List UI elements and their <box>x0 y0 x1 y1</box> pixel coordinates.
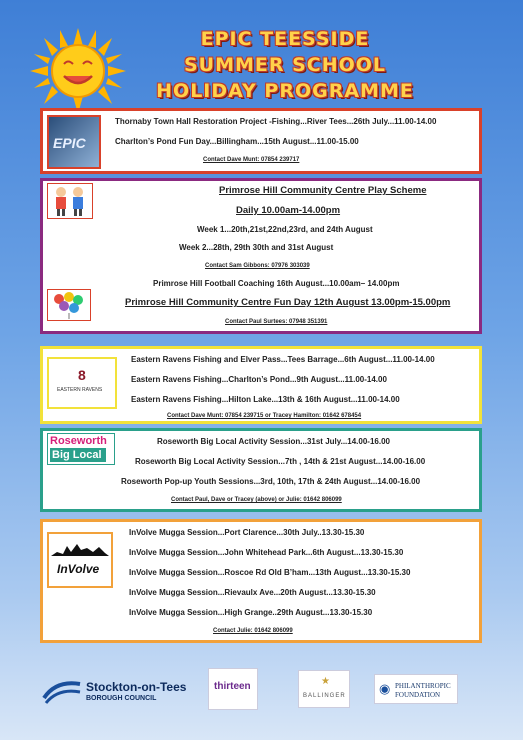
page-title <box>140 26 430 104</box>
wave-icon <box>42 676 82 706</box>
event-line: Eastern Ravens Fishing...Charlton’s Pond...9th August...11.00-14.00 <box>131 375 387 384</box>
involve-logo <box>47 532 113 588</box>
involve-logo-text: InVolve <box>57 562 100 576</box>
city-skyline-icon <box>49 540 111 558</box>
event-line: Thornaby Town Hall Restoration Project -Fishing...River Tees...26th July...11.00-14.00 <box>115 117 437 126</box>
event-line: InVolve Mugga Session...Rievaulx Ave...20th August...13.30-15.30 <box>129 588 376 597</box>
foundation-name-line-2: FOUNDATION <box>395 691 441 699</box>
section-heading: Primrose Hill Community Centre Play Scheme <box>219 185 427 196</box>
contact-info: Contact Julie: 01642 806099 <box>213 628 293 634</box>
event-line: Eastern Ravens Fishing and Elver Pass...Tees Barrage...6th August...11.00-14.00 <box>131 355 435 364</box>
eastern-ravens-logo <box>47 357 117 409</box>
event-line: Roseworth Big Local Activity Session...7th , 14th & 21st August...14.00-16.00 <box>135 457 426 466</box>
thirteen-logo <box>208 668 258 710</box>
epic-logo-text: EPIC <box>53 135 86 151</box>
event-line: Charlton’s Pond Fun Day...Billingham...15th August...11.00-15.00 <box>115 137 359 146</box>
week-2-dates: Week 2...28th, 29th 30th and 31st August <box>179 243 334 252</box>
event-line: InVolve Mugga Session...Port Clarence...30th July..13.30-15.30 <box>129 528 365 537</box>
contact-info: Contact Paul Surtees: 07948 351391 <box>225 319 328 325</box>
sun-illustration <box>30 28 126 114</box>
ballinger-logo-text: BALLINGER <box>303 693 346 699</box>
section-primrose-hill <box>40 178 482 334</box>
event-line: Roseworth Big Local Activity Session...31st July...14.00-16.00 <box>157 437 390 446</box>
roseworth-logo-line-2: Big Local <box>50 448 106 462</box>
event-line: Primrose Hill Football Coaching 16th August...10.00am– 14.00pm <box>153 279 400 288</box>
event-line: Eastern Ravens Fishing...Hilton Lake...13th & 16th August...11.00-14.00 <box>131 395 400 404</box>
section-roseworth <box>40 428 482 512</box>
ballinger-logo <box>298 670 350 708</box>
event-line: Roseworth Pop-up Youth Sessions...3rd, 10th, 17th & 24th August...14.00-16.00 <box>121 477 421 486</box>
title-line-1: EPIC TEESSIDE <box>200 28 370 50</box>
event-line: InVolve Mugga Session...Roscoe Rd Old B’ham...13th August...13.30-15.30 <box>129 568 411 577</box>
roseworth-logo <box>47 433 115 465</box>
epic-logo <box>47 115 101 169</box>
ballinger-crest-icon: ★ <box>321 676 330 687</box>
title-line-3: HOLIDAY PROGRAMME <box>156 80 414 102</box>
daily-hours: Daily 10.00am-14.00pm <box>236 205 341 216</box>
philanthropic-foundation-logo <box>374 674 458 704</box>
fun-day-line: Primrose Hill Community Centre Fun Day 12th August 13.00pm-15.00pm <box>125 297 451 308</box>
week-1-dates: Week 1...20th,21st,22nd,23rd, and 24th August <box>197 225 373 234</box>
eastern-ravens-logo-text: EASTERN RAVENS <box>57 387 103 393</box>
section-eastern-ravens <box>40 346 482 424</box>
children-illustration <box>47 183 93 219</box>
contact-info: Contact Dave Munt: 07854 239717 <box>203 157 300 163</box>
stockton-council-logo <box>42 674 192 710</box>
contact-info: Contact Dave Munt: 07854 239715 or Tracey Hamilton: 01642 678454 <box>167 413 362 419</box>
contact-info: Contact Paul, Dave or Tracey (above) or Julie: 01642 806099 <box>171 497 342 503</box>
section-involve <box>40 519 482 643</box>
stockton-name: Stockton-on-Tees <box>86 680 187 694</box>
contact-info: Contact Sam Gibbons: 07976 303039 <box>205 263 310 269</box>
foundation-crest-icon: ◉ <box>379 681 391 696</box>
event-line: InVolve Mugga Session...High Grange..29th August...13.30-15.30 <box>129 608 373 617</box>
section-thornaby <box>40 108 482 174</box>
foundation-name-line-1: PHILANTHROPIC <box>395 682 451 690</box>
raven-icon: 8 <box>78 367 86 383</box>
stockton-subtitle: BOROUGH COUNCIL <box>86 695 157 702</box>
roseworth-logo-line-1: Roseworth <box>50 435 107 447</box>
title-line-2: SUMMER SCHOOL <box>183 54 387 76</box>
thirteen-logo-text: thirteen <box>214 681 251 692</box>
sponsor-logos <box>0 660 523 720</box>
balloons-illustration <box>47 289 91 321</box>
event-line: InVolve Mugga Session...John Whitehead Park...6th August...13.30-15.30 <box>129 548 404 557</box>
